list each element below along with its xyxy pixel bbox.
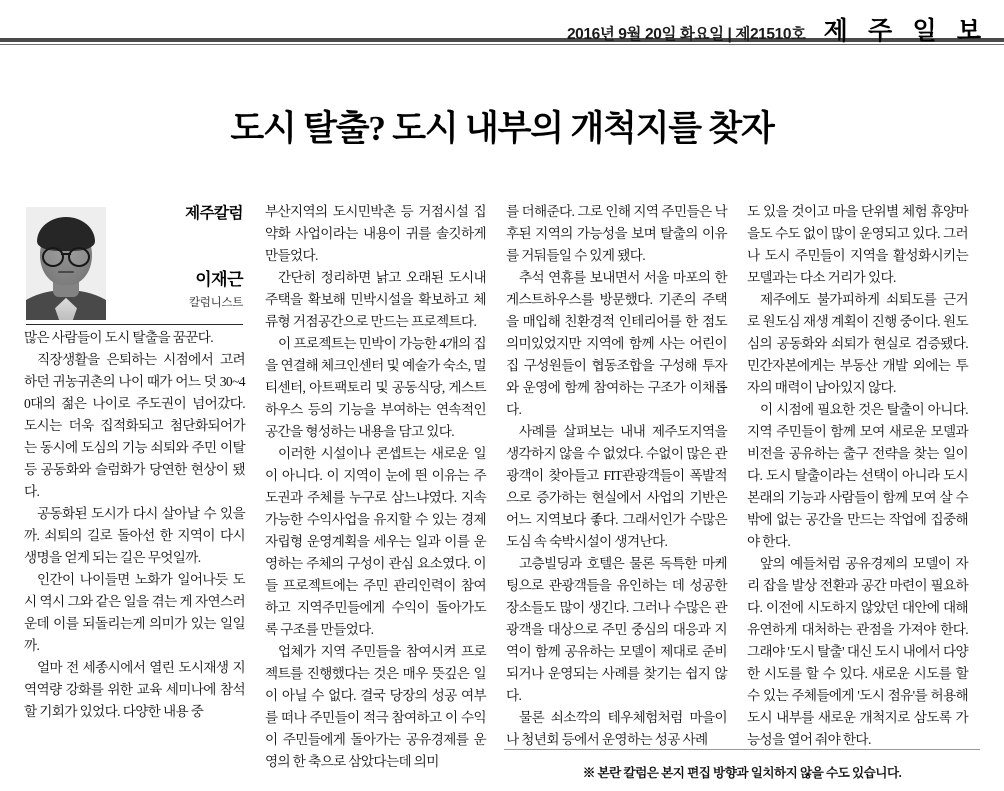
column-label: 제주칼럼 <box>185 204 243 222</box>
article-columns <box>0 201 1004 773</box>
article-column-3 <box>496 201 737 773</box>
article-column-4 <box>737 201 978 773</box>
paragraph: 많은 사람들이 도시 탈출을 꿈꾼다. <box>24 329 214 345</box>
byline-text <box>113 201 243 310</box>
article-column-1 <box>14 201 255 773</box>
author-portrait <box>26 207 106 320</box>
paragraph: 인간이 나이들면 노화가 일어나듯 도시 역시 그와 같은 일을 겪는 게 자연스러운데 이를 되돌리는게 의미가 있는 일일까. <box>24 572 245 654</box>
paragraph: 를 더해준다. 그로 인해 지역 주민들은 낙후된 지역의 가능성을 보며 탈출의 이유를 거둬들일 수 있게 됐다. <box>506 203 727 263</box>
paragraph: 업체가 지역 주민들을 참여시켜 프로젝트를 진행했다는 것은 매우 뜻깊은 일이 아닐 수 없다. 결국 당장의 성공 여부를 떠나 주민들이 적극 참여하고 이 수익이 주민들에게 돌아가는 공유경제를 운영의 한 축으로 삼았다는데 의미 <box>265 644 486 770</box>
paragraph: 추석 연휴를 보내면서 서울 마포의 한 게스트하우스를 방문했다. 기존의 주택을 매입해 친환경적 인테리어를 한 점도 의미있었지만 지역에 함께 사는 어린이집 구성원들이 협동조합을 구성해 투자와 운영에 함께 참여하는 구조가 이채롭다. <box>506 269 727 418</box>
paragraph: 이 프로젝트는 민박이 가능한 4개의 집을 연결해 체크인센터 및 예술가 숙소, 멀티센터, 아트팩토리 및 공동식당, 게스트하우스 등의 기능을 부여하는 연속적인 공간을 형성하는 내용을 담고 있다. <box>265 335 486 440</box>
article-column-2 <box>255 201 496 773</box>
paragraph: 물론 쇠소깍의 테우체험처럼 마을이나 청년회 등에서 운영하는 성공 사례 <box>506 710 727 748</box>
masthead <box>0 0 1004 45</box>
paragraph: 공동화된 도시가 다시 살아날 수 있을까. 쇠퇴의 길로 돌아선 한 지역이 다시 생명을 얻게 되는 길은 무엇일까. <box>24 506 245 566</box>
byline-divider <box>26 324 243 325</box>
paragraph: 사례를 살펴보는 내내 제주도지역을 생각하지 않을 수 없었다. 수없이 많은 관광객이 찾아들고 FIT관광객들이 폭발적으로 증가하는 현실에서 사업의 기반은 어느 지역보다 좋다. 그래서인가 수많은 도심 속 숙박시설이 생겨난다. <box>506 424 727 550</box>
paragraph: 앞의 예들처럼 공유경제의 모델이 자리 잡을 발상 전환과 공간 마련이 필요하다. 이전에 시도하지 않았던 대안에 대해 유연하게 대처하는 관점을 가져야 한다. 그래야 '도시 탈출' 대신 도시 내에서 다양한 시도를 할 수 있다. 새로운 시도를 할 수 있는 주체들에게 '도시 점유'를 허용해 도시 내부를 새로운 개척지로 삼도록 가능성을 열어 줘야 한다. <box>747 556 968 748</box>
article-headline: 도시 탈출? 도시 내부의 개척지를 찾자 <box>230 109 774 149</box>
paragraph: 고층빌딩과 호텔은 물론 독특한 마케팅으로 관광객들을 유인하는 데 성공한 장소들도 많이 생긴다. 그러나 수많은 관광객을 대상으로 주민 중심의 대응과 지역이 함께 공유하는 모델이 제대로 준비되거나 운영되는 사례를 찾기는 쉽지 않다. <box>506 556 727 704</box>
paragraph: 도 있을 것이고 마을 단위별 체험 휴양마을도 수도 없이 많이 운영되고 있다. 그러나 도시 주민들이 지역을 활성화시키는 모델과는 다소 거리가 있다. <box>747 203 968 285</box>
author-name: 이재근 <box>195 269 243 289</box>
glasses-icon <box>42 247 90 263</box>
paragraph: 간단히 정리하면 낡고 오래된 도시내 주택을 확보해 민박시설을 확보하고 체류형 거점공간으로 만드는 프로젝트다. <box>265 269 486 329</box>
issue-date-line: 2016년 9월 20일 화요일 | 제21510호 <box>566 26 806 43</box>
editorial-disclaimer: ※ 본란 칼럼은 본지 편집 방향과 일치하지 않을 수도 있습니다. <box>582 766 902 780</box>
headline-container <box>0 45 1004 201</box>
paragraph: 직장생활을 은퇴하는 시점에서 고려하던 귀농귀촌의 나이 때가 어느 덧 30~40대의 젊은 나이로 주도권이 넘어갔다. 도시는 더욱 집적화되고 첨단화되어가는 동시에 도심의 기능 쇠퇴와 주민 이탈 등 공동화와 슬럼화가 당연한 현상이 됐다. <box>24 351 245 499</box>
paragraph: 얼마 전 세종시에서 열린 도시재생 지역역량 강화를 위한 교육 세미나에 참석할 기회가 있었다. 다양한 내용 중 <box>24 660 245 720</box>
paragraph: 이러한 시설이나 콘셉트는 새로운 일이 아니다. 이 지역이 눈에 띈 이유는 주도권과 주체를 누구로 삼느냐였다. 지속 가능한 수익사업을 유지할 수 있는 경제 자립형 운영계획을 세우는 일과 이를 운영하는 주체의 구성이 관심 요소였다. 이들 프로젝트에는 주민 관리인력이 참여하고 지역주민들에게 수익이 돌아가도록 구조를 만들었다. <box>265 446 486 638</box>
byline-block <box>24 201 245 321</box>
paper-title: 제 주 일 보 <box>823 18 988 45</box>
paragraph: 제주에도 불가피하게 쇠퇴도를 근거로 원도심 재생 계획이 진행 중이다. 원도심의 공동화와 쇠퇴가 현실로 검증됐다. 민간자본에게는 부동산 개발 외에는 투자의 매력이 남아있지 않다. <box>747 291 968 395</box>
footer-note-area <box>494 737 990 781</box>
paragraph: 부산지역의 도시민박촌 등 거점시설 집약화 사업이라는 내용이 귀를 솔깃하게 만들었다. <box>265 203 486 263</box>
author-role: 칼럼니스트 <box>188 296 243 309</box>
paragraph: 이 시점에 필요한 것은 탈출이 아니다. 지역 주민들이 함께 모여 새로운 모델과 비전을 공유하는 출구 전략을 찾는 일이다. 도시 탈출이라는 선택이 아니라 도시 본래의 기능과 사람들이 함께 모여 살 수밖에 없는 공간을 만드는 작업에 집중해야 한다. <box>747 402 968 550</box>
